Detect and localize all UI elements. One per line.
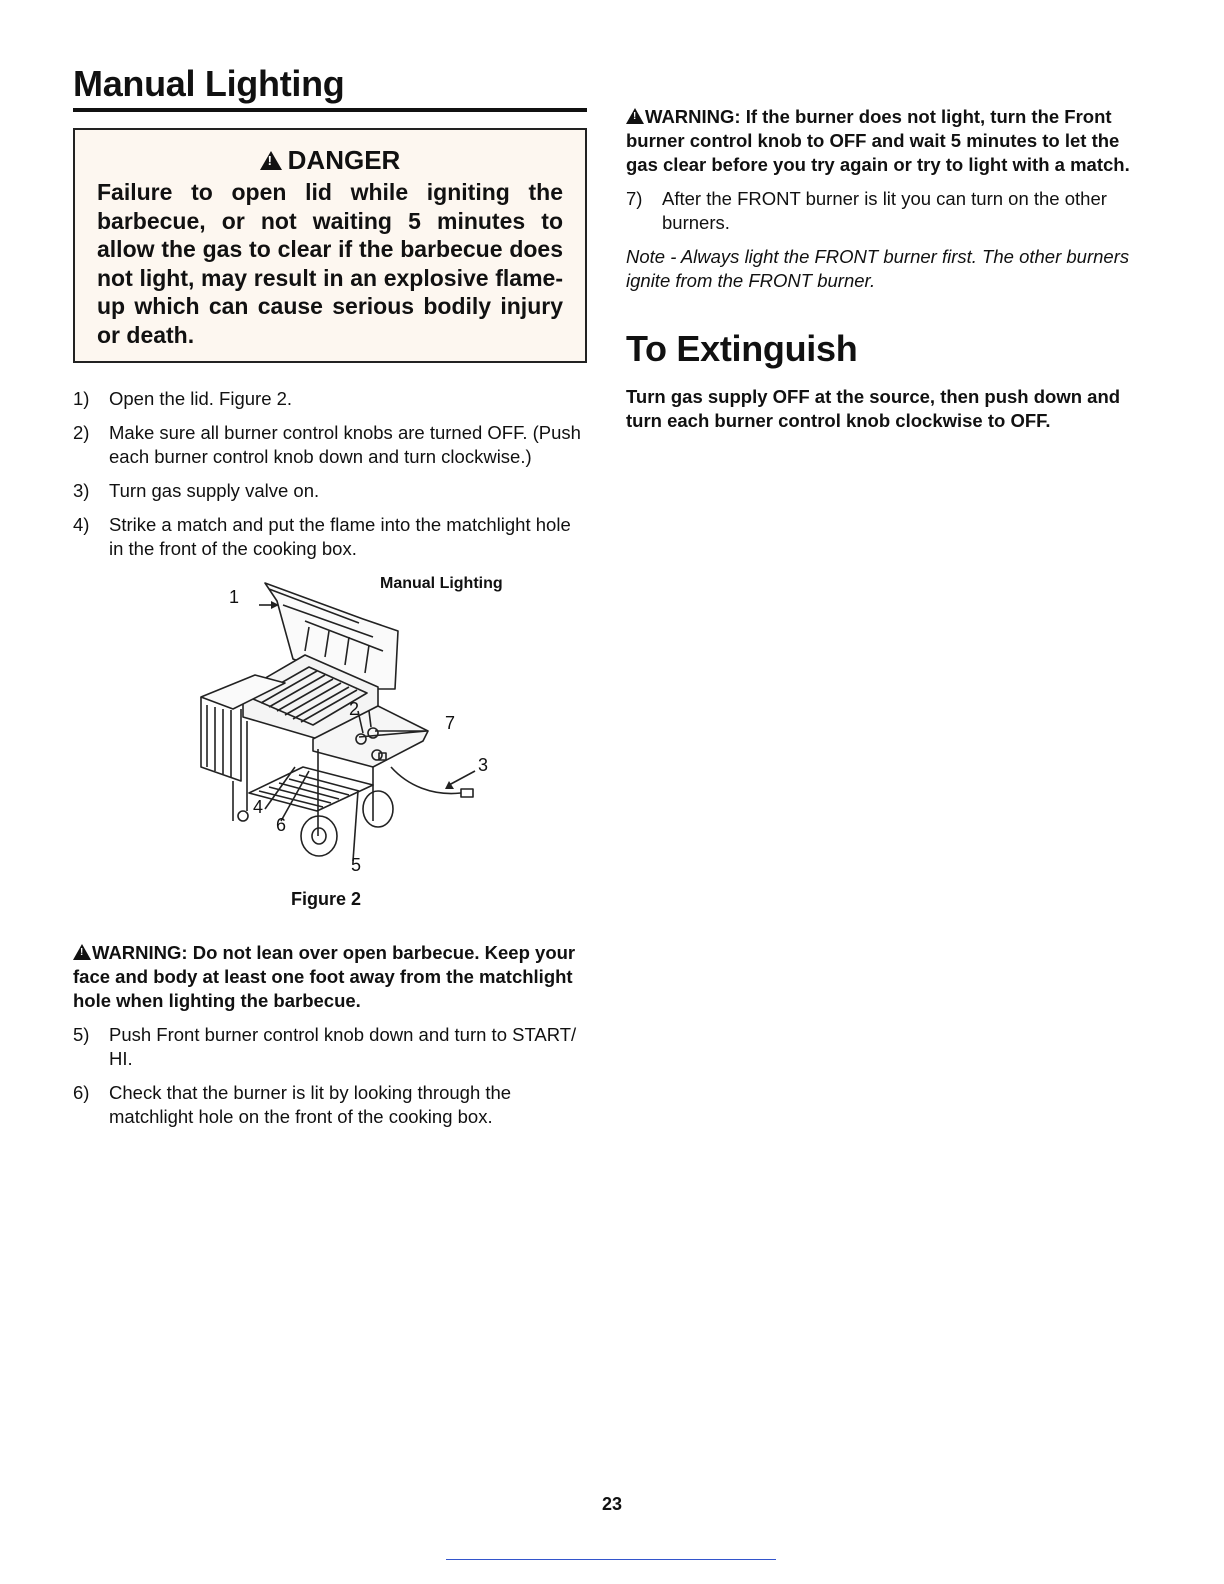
title-rule bbox=[73, 108, 587, 112]
page-number: 23 bbox=[601, 1494, 623, 1514]
warning-lean-text: WARNING: Do not lean over open barbecue. Keep your face and body at least one foot away from the matchlight hole when lighting the barbecue. bbox=[73, 942, 576, 1011]
steps-list-c bbox=[626, 187, 1146, 235]
step-number: 6) bbox=[73, 1082, 90, 1103]
warning-triangle-icon bbox=[73, 944, 91, 960]
callout-3: 3 bbox=[478, 755, 489, 775]
step-number: 3) bbox=[73, 480, 90, 501]
left-column bbox=[73, 60, 587, 1139]
danger-text: Failure to open lid while igniting the barbecue, or not waiting 5 minutes to allow the gas to clear if the barbecue does not light, may result in an explosive flame-up which can cause serious bodily injury or death. bbox=[97, 179, 563, 348]
step-text: Open the lid. Figure 2. bbox=[109, 388, 293, 409]
warning-not-light-text: WARNING: If the burner does not light, turn the Front burner control knob to OFF and wait 5 minutes to let the gas clear before you try again or try to light with a match. bbox=[626, 106, 1130, 175]
list-item bbox=[73, 1023, 587, 1071]
callout-4: 4 bbox=[253, 797, 264, 817]
step-text: Strike a match and put the flame into the matchlight hole in the front of the cooking box. bbox=[109, 514, 571, 559]
steps-list-a bbox=[73, 387, 587, 561]
figure-caption: Figure 2 bbox=[291, 889, 362, 909]
figure-label-top: Manual Lighting bbox=[380, 575, 503, 592]
step-text: Push Front burner control knob down and turn to START/ HI. bbox=[109, 1024, 577, 1069]
list-item bbox=[73, 479, 587, 503]
note-text: Note - Always light the FRONT burner first. The other burners ignite from the FRONT burner. bbox=[626, 246, 1130, 291]
callout-1: 1 bbox=[229, 587, 240, 607]
page-title: Manual Lighting bbox=[73, 63, 345, 104]
danger-heading bbox=[97, 144, 563, 176]
step-text: Turn gas supply valve on. bbox=[109, 480, 320, 501]
grill-illustration bbox=[73, 571, 587, 891]
extinguish-text: Turn gas supply OFF at the source, then push down and turn each burner control knob clockwise to OFF. bbox=[626, 386, 1121, 431]
right-column bbox=[626, 105, 1146, 433]
callout-7: 7 bbox=[445, 713, 456, 733]
warning-triangle-icon bbox=[626, 108, 644, 124]
step-number: 5) bbox=[73, 1024, 90, 1045]
footer-line bbox=[446, 1559, 776, 1560]
list-item bbox=[73, 513, 587, 561]
warning-lean bbox=[73, 941, 587, 1013]
step-text: Make sure all burner control knobs are turned OFF. (Push each burner control knob down and turn clockwise.) bbox=[109, 422, 581, 467]
list-item bbox=[73, 1081, 587, 1129]
danger-box bbox=[73, 128, 587, 363]
step-number: 7) bbox=[626, 188, 643, 209]
extinguish-title: To Extinguish bbox=[626, 328, 858, 369]
danger-heading-text: DANGER bbox=[287, 145, 401, 175]
callout-5: 5 bbox=[351, 855, 362, 875]
list-item bbox=[626, 187, 1146, 235]
figure-2 bbox=[73, 571, 587, 921]
warning-not-light bbox=[626, 105, 1146, 177]
callout-6: 6 bbox=[276, 815, 287, 835]
step-number: 4) bbox=[73, 514, 90, 535]
step-text: Check that the burner is lit by looking through the matchlight hole on the front of the cooking box. bbox=[109, 1082, 512, 1127]
step-text: After the FRONT burner is lit you can turn on the other burners. bbox=[662, 188, 1107, 233]
callout-2: 2 bbox=[349, 699, 360, 719]
step-number: 1) bbox=[73, 388, 90, 409]
step-number: 2) bbox=[73, 422, 90, 443]
steps-list-b bbox=[73, 1023, 587, 1129]
list-item bbox=[73, 387, 587, 411]
list-item bbox=[73, 421, 587, 469]
warning-triangle-icon bbox=[260, 151, 282, 170]
